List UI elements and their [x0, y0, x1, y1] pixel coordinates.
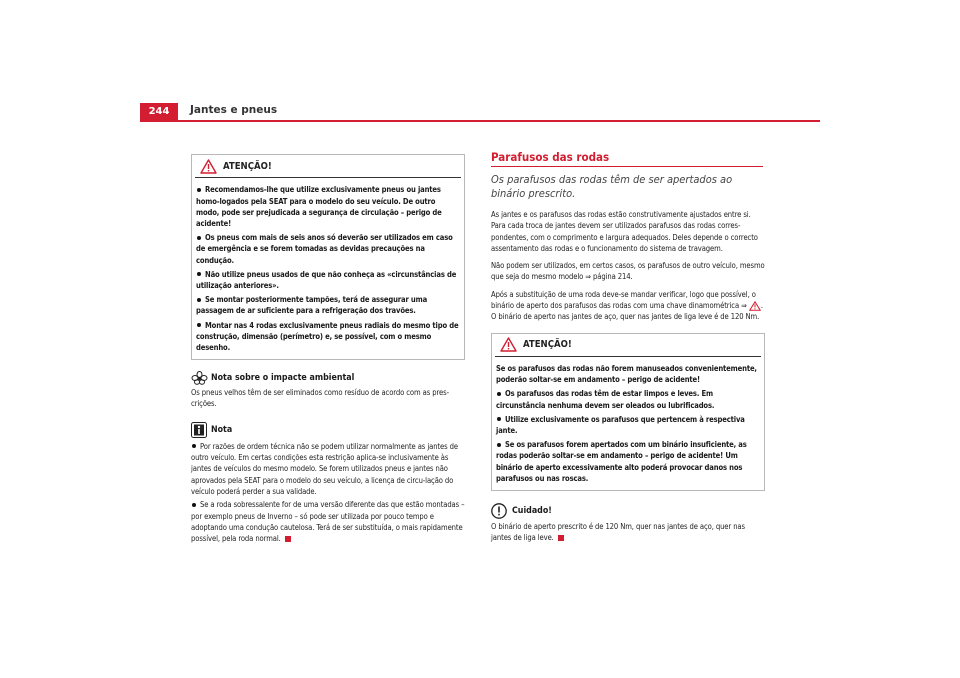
warning-item	[196, 269, 460, 291]
warning-item	[196, 232, 460, 266]
note-title: Nota	[211, 424, 233, 435]
warning-item-text: Se os parafusos forem apertados com um binário insuficiente, as rodas poderão soltar-se em andamento – perigo de acidente! Um binário de aperto excessivamente alto poderá provocar danos nos parafusos ou nas roscas.	[496, 440, 747, 483]
left-column	[191, 154, 465, 544]
caution-text	[491, 521, 765, 544]
paragraph-text: Após a substituição de uma roda deve-se mandar verificar, logo que possível, o binário de aperto dos parafusos das rodas com uma chave dinamométrica ⇒	[491, 289, 756, 311]
warning-triangle-icon	[200, 159, 217, 174]
bullet	[192, 444, 196, 448]
warning-item-text: Os parafusos das rodas têm de estar limpos e leves. Em circunstância nenhuma devem ser oleados ou lubrificados.	[496, 389, 715, 410]
warning-title: ATENÇÃO!	[523, 339, 572, 351]
paragraph-text: . O binário de aperto nas jantes de aço, quer nas jantes de liga leve é de 120 Nm.	[491, 301, 763, 322]
warning-triangle-icon	[500, 337, 517, 352]
section-rule	[491, 166, 763, 167]
caution-title: Cuidado!	[512, 506, 552, 516]
note-icon	[191, 422, 207, 438]
warning-box	[191, 154, 465, 360]
bullet	[497, 392, 501, 396]
warning-body	[492, 357, 764, 490]
bullet	[197, 236, 201, 240]
env-note-heading	[191, 371, 465, 385]
end-square-icon	[285, 536, 291, 542]
end-square-icon	[558, 535, 564, 541]
note-heading	[191, 422, 465, 438]
header-rule	[140, 120, 820, 122]
paragraph: As jantes e os parafusos das rodas estão construtivamente ajustados entre si. Para cada troca de jantes devem ser utilizados parafusos das rodas corres-pondentes, com o comprimento e largura adequados. Deles depende o correcto assentamento das rodas e o funcionamento do sistema de travagem.	[491, 210, 758, 253]
section-title: Parafusos das rodas	[491, 150, 610, 164]
warning-item-text: Utilize exclusivamente os parafusos que pertencem à respectiva jante.	[496, 414, 745, 435]
warning-item	[496, 388, 760, 410]
warning-triangle-icon[interactable]	[749, 301, 761, 311]
caution-text-content: O binário de aperto prescrito é de 120 Nm, quer nas jantes de aço, quer nas jantes de liga leve.	[491, 522, 745, 543]
flower-icon	[191, 371, 208, 385]
warning-intro: Se os parafusos das rodas não forem manuseados convenientemente, poderão soltar-se em andamento – perigo de acidente!	[496, 363, 757, 385]
note-item	[191, 441, 465, 497]
note-item-text: Se a roda sobressalente for de uma versão diferente das que estão montadas – por exemplo pneus de Inverno – só pode ser utilizada por pouco tempo e adoptando uma condução cautelosa. Terá de ser substituída, o mais rapidamente possível, pela roda normal.	[191, 500, 465, 544]
paragraph	[491, 289, 765, 323]
bullet	[197, 272, 201, 276]
paragraph: Não podem ser utilizados, em certos casos, os parafusos de outro veículo, mesmo que seja do mesmo modelo ⇒ página 214.	[491, 261, 765, 282]
warning-item-text: Montar nas 4 rodas exclusivamente pneus radiais do mesmo tipo de construção, dimensão (perímetro) e, se possível, com o mesmo desenho.	[196, 320, 459, 352]
bullet	[197, 188, 201, 192]
exclamation-circle-icon	[491, 503, 507, 519]
page-header-title: Jantes e pneus	[190, 104, 278, 116]
bullet	[197, 323, 201, 327]
warning-title: ATENÇÃO!	[223, 160, 272, 172]
section-subtitle: Os parafusos das rodas têm de ser apertados ao binário prescrito.	[491, 173, 733, 200]
right-column	[491, 150, 765, 544]
warning-header	[492, 334, 764, 356]
warning-item-text: Se montar posteriormente tampões, terá de assegurar uma passagem de ar suficiente para a refrigeração dos travões.	[196, 295, 428, 316]
note-item	[191, 499, 465, 544]
warning-item	[496, 414, 760, 436]
bullet	[192, 503, 196, 507]
warning-item-text: Recomendamos-lhe que utilize exclusivamente pneus ou jantes homo-logados pela SEAT para o modelo do seu veículo. De outro modo, pode ser prejudicada a segurança de circulação – perigo de acidente!	[196, 185, 442, 228]
warning-box	[491, 333, 765, 491]
warning-item	[196, 294, 460, 316]
page-number: 244	[140, 103, 178, 120]
note-item-text: Por razões de ordem técnica não se podem utilizar normalmente as jantes de outro veículo. Em certas condições esta restrição aplica-se inclusivamente às jantes de veículos do mesmo modelo. Se forem utilizados pneus e jantes não aprovados pela SEAT para o modelo do seu veículo, a licença de circu-lação do veículo poderá perder a sua validade.	[191, 441, 458, 496]
warning-item	[196, 320, 460, 354]
warning-item	[196, 184, 460, 229]
warning-header	[192, 155, 464, 177]
warning-item-text: Os pneus com mais de seis anos só deverão ser utilizados em caso de emergência e se forem tomadas as devidas precauções na condução.	[196, 233, 453, 265]
bullet	[197, 298, 201, 302]
bullet	[497, 417, 501, 421]
warning-item-text: Não utilize pneus usados de que não conheça as «circunstâncias de utilização anteriores».	[196, 269, 457, 290]
bullet	[497, 443, 501, 447]
env-note-title: Nota sobre o impacte ambiental	[211, 373, 355, 384]
warning-body	[192, 178, 464, 359]
caution-heading	[491, 503, 765, 519]
warning-item	[496, 439, 760, 484]
env-note-text: Os pneus velhos têm de ser eliminados como resíduo de acordo com as pres-crições.	[191, 388, 449, 409]
